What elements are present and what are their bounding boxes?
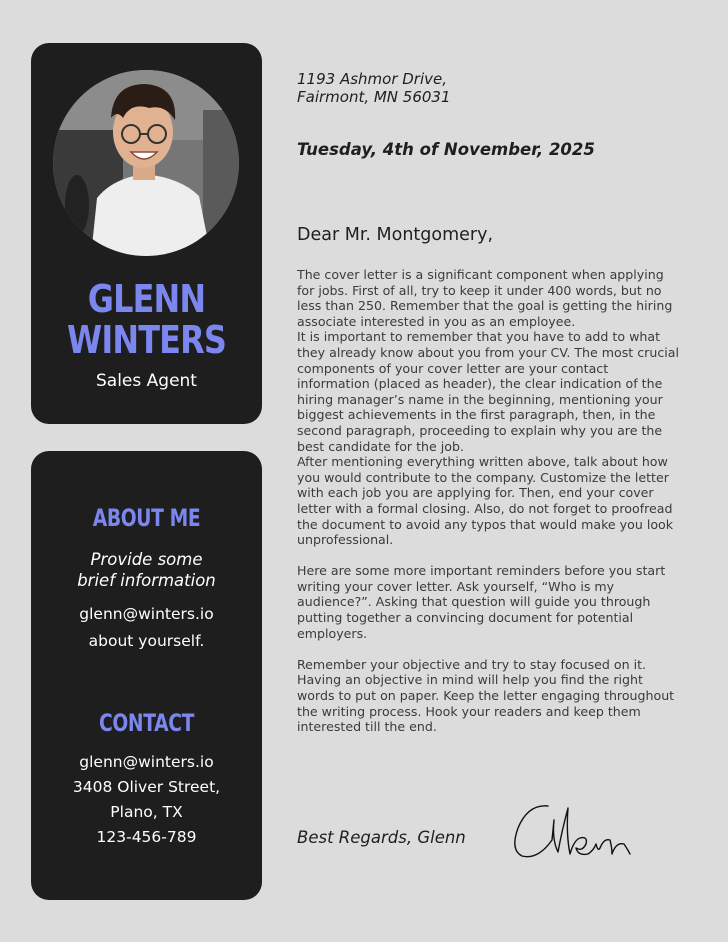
signature-icon xyxy=(508,800,636,864)
letter-paragraph: The cover letter is a significant component when applying for jobs. First of all, try to keep it under 400 words, but no less than 250. Remember that the goal is getting the hiring associate interested in you as an employee. xyxy=(297,267,673,329)
letter-paragraph: Here are some more important reminders before you start writing your cover letter. Ask yourself, “Who is my audience?”. Asking that question will guide you through putting together a convincing document for potential employers. xyxy=(297,563,666,641)
letter-paragraph: After mentioning everything written above, talk about how you would contribute to the company. Customize the letter with each job you are applying for. Then, end your cover letter with a formal closing. Also, do not forget to proofread the document to avoid any typos that would make you look unprofessional. xyxy=(297,454,674,548)
letter-body xyxy=(297,267,682,735)
name-last: WINTERS xyxy=(66,318,227,362)
address-line: Fairmont, MN 56031 xyxy=(297,88,451,106)
about-title: ABOUT ME xyxy=(92,504,201,532)
about-intro-line: brief information xyxy=(77,571,216,590)
contact-street: 3408 Oliver Street, xyxy=(72,778,221,796)
letter-closing: Best Regards, Glenn xyxy=(297,828,466,847)
profile-role: Sales Agent xyxy=(96,371,197,391)
about-intro-line: Provide some xyxy=(90,550,203,569)
profile-photo xyxy=(53,70,239,256)
about-email: glenn@winters.io xyxy=(79,605,214,623)
about-intro xyxy=(31,549,262,591)
name-first: GLENN xyxy=(87,277,206,321)
sender-address xyxy=(297,70,451,106)
letter-date: Tuesday, 4th of November, 2025 xyxy=(297,140,595,159)
letter-paragraph: Remember your objective and try to stay focused on it. Having an objective in mind will help you find the right words to put on paper. Keep the letter engaging throughout the writing process. Hook your readers and keep them interested till the end. xyxy=(297,656,675,735)
contact-title: CONTACT xyxy=(99,709,194,737)
contact-city: Plano, TX xyxy=(110,803,183,821)
info-card xyxy=(31,451,262,900)
contact-phone: 123-456-789 xyxy=(96,828,197,846)
salutation: Dear Mr. Montgomery, xyxy=(297,225,494,245)
letter-paragraph: It is important to remember that you have to add to what they already know about you from your CV. The most crucial components of your cover letter are your contact information (placed as header), the clear indication of the hiring manager’s name in the beginning, mentioning your biggest achievements in the first paragraph, then, in the second paragraph, proceeding to explain why you are the best candidate for the job. xyxy=(297,329,679,454)
profile-name xyxy=(49,279,243,361)
contact-email: glenn@winters.io xyxy=(79,753,214,771)
profile-card xyxy=(31,43,262,424)
about-tail: about yourself. xyxy=(88,632,205,650)
person-photo-icon xyxy=(53,70,239,256)
address-line: 1193 Ashmor Drive, xyxy=(297,70,448,88)
